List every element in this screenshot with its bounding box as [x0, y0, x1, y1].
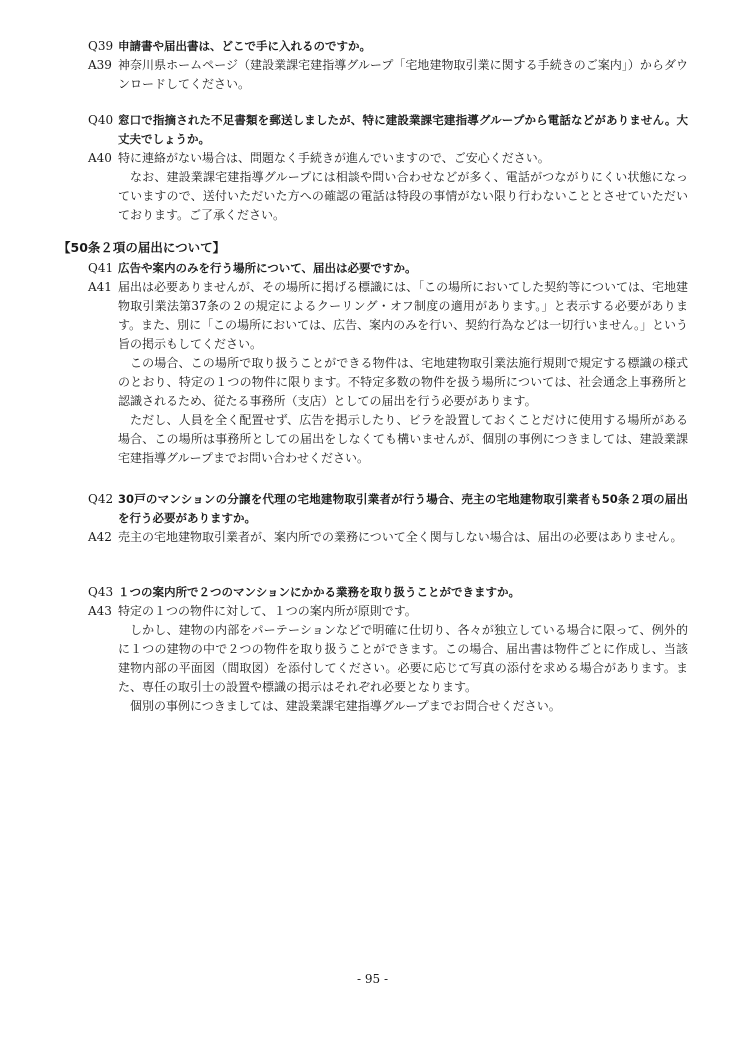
section-heading: 【50条２項の届出について】: [58, 240, 226, 255]
question: [88, 37, 688, 56]
question-text: 広告や案内のみを行う場所について、届出は必要ですか。: [118, 261, 417, 275]
answer-paragraph: この場合、この場所で取り扱うことができる物件は、宅地建物取引業法施行規則で規定する標識の様式のとおり、特定の１つの物件に限ります。不特定多数の物件を扱う場所については、社会通念上事務所と認識されるため、従たる事務所（支店）としての届出を行う必要があります。: [118, 356, 688, 408]
qa-block-40: [88, 111, 688, 225]
question-text: 申請書や届出書は、どこで手に入れるのですか。: [118, 39, 371, 53]
question-label: Q41: [88, 261, 114, 275]
answer: [88, 602, 688, 716]
answer-paragraph: 特定の１つの物件に対して、１つの案内所が原則です。: [118, 604, 417, 618]
answer-paragraph: 神奈川県ホームページ（建設業課宅建指導グループ「宅地建物取引業に関する手続きのご案内」）からダウンロードしてください。: [118, 58, 688, 91]
answer-paragraph: ただし、人員を全く配置せず、広告を掲示したり、ビラを設置しておくことだけに使用する場所がある場合、この場所は事務所としての届出をしなくても構いませんが、個別の事例につきましては、建設業課宅建指導グループまでお問い合わせください。: [118, 413, 688, 465]
question-text: １つの案内所で２つのマンションにかかる業務を取り扱うことができますか。: [118, 585, 520, 599]
page-number: - 95 -: [356, 972, 388, 986]
question-label: Q43: [88, 585, 114, 599]
answer-label: A41: [88, 280, 112, 294]
answer: [88, 528, 688, 547]
answer-paragraph: 個別の事例につきましては、建設業課宅建指導グループまでお問合せください。: [130, 699, 561, 713]
answer-label: A39: [88, 58, 112, 72]
answer-label: A43: [88, 604, 112, 618]
qa-block-41: [88, 259, 688, 468]
answer-paragraph: 届出は必要ありませんが、その場所に掲げる標識には、「この場所においてした契約等については、宅地建物取引業法第37条の２の規定によるクーリング・オフ制度の適用があります。」と表示する必要があります。また、別に「この場所においては、広告、案内のみを行い、契約行為などは一切行いません。」という旨の掲示もしてください。: [118, 280, 688, 351]
answer: [88, 149, 688, 225]
question-text: 窓口で指摘された不足書類を郵送しましたが、特に建設業課宅建指導グループから電話などがありません。大丈夫でしょうか。: [118, 113, 688, 146]
answer-paragraph: 特に連絡がない場合は、問題なく手続きが進んでいますので、ご安心ください。: [118, 151, 550, 165]
answer: [88, 56, 688, 94]
question: [88, 259, 688, 278]
question-text: 30戸のマンションの分譲を代理の宅地建物取引業者が行う場合、売主の宅地建物取引業者も50条２項の届出を行う必要がありますか。: [118, 492, 688, 525]
qa-block-39: [88, 37, 688, 94]
question: [88, 490, 688, 528]
question-label: Q39: [88, 39, 114, 53]
answer-label: A40: [88, 151, 112, 165]
answer-paragraph: なお、建設業課宅建指導グループには相談や問い合わせなどが多く、電話がつながりにくい状態になっていますので、送付いただいた方への確認の電話は特段の事情がない限り行わないこととさせていただいております。ご了承ください。: [118, 170, 688, 222]
question: [88, 111, 688, 149]
question-label: Q42: [88, 492, 114, 506]
answer-paragraph: しかし、建物の内部をパーテーションなどで明確に仕切り、各々が独立している場合に限って、例外的に１つの建物の中で２つの物件を取り扱うことができます。この場合、届出書は物件ごとに作成し、当該建物内部の平面図（間取図）を添付してください。必要に応じて写真の添付を求める場合があります。また、専任の取引士の設置や標識の掲示はそれぞれ必要となります。: [118, 623, 688, 694]
answer-paragraph: 売主の宅地建物取引業者が、案内所での業務について全く関与しない場合は、届出の必要はありません。: [118, 530, 683, 544]
question: [88, 583, 688, 602]
answer-label: A42: [88, 530, 112, 544]
qa-block-42: [88, 490, 688, 547]
answer: [88, 278, 688, 468]
question-label: Q40: [88, 113, 114, 127]
qa-block-43: [88, 583, 688, 716]
